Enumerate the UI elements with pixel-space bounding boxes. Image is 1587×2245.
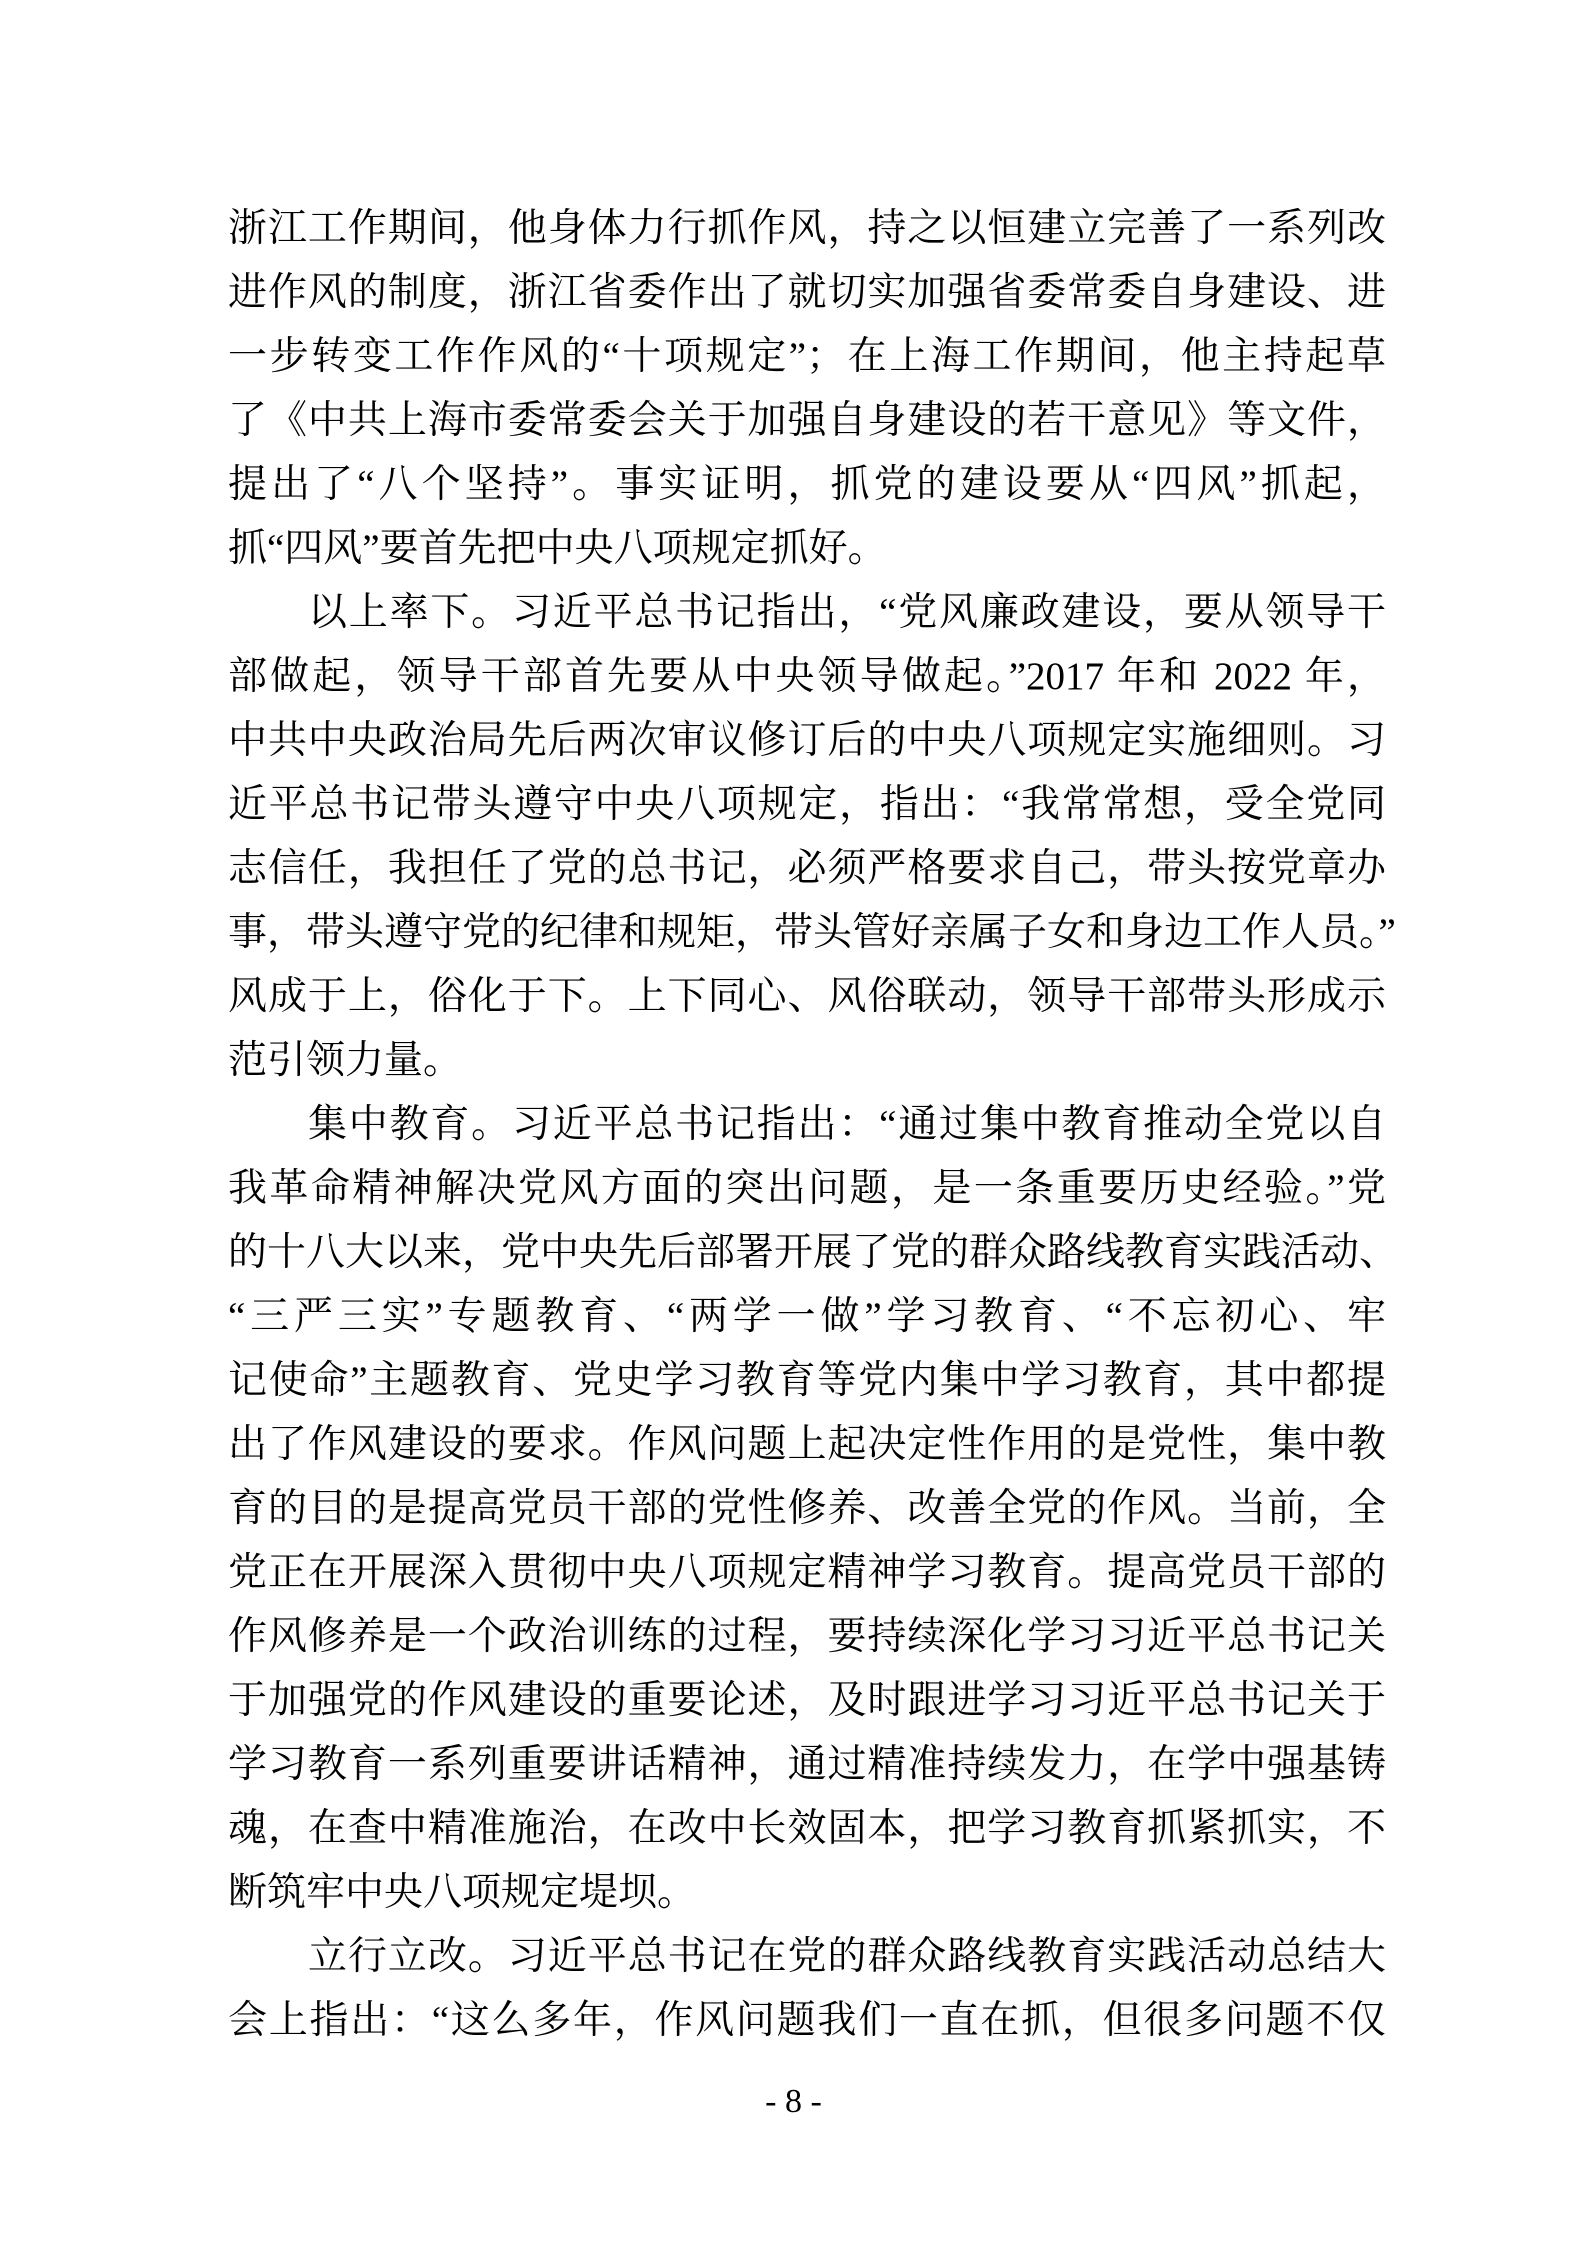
text-line: 立行立改。习近平总书记在党的群众路线教育实践活动总结大 xyxy=(308,1935,1386,1978)
text-line: 我革命精神解决党风方面的突出问题，是一条重要历史经验。”党 xyxy=(228,1167,1386,1210)
text-line: 了《中共上海市委常委会关于加强自身建设的若干意见》等文件， xyxy=(228,399,1386,442)
text-line: 出了作风建设的要求。作风问题上起决定性作用的是党性，集中教 xyxy=(228,1423,1386,1466)
text-line: 会上指出：“这么多年，作风问题我们一直在抓，但很多问题不仅 xyxy=(228,1999,1386,2042)
text-line: 魂，在查中精准施治，在改中长效固本，把学习教育抓紧抓实，不 xyxy=(228,1807,1386,1850)
text-line: 育的目的是提高党员干部的党性修养、改善全党的作风。当前，全 xyxy=(228,1487,1386,1530)
text-line: 党正在开展深入贯彻中央八项规定精神学习教育。提高党员干部的 xyxy=(228,1551,1386,1594)
text-line: 记使命”主题教育、党史学习教育等党内集中学习教育，其中都提 xyxy=(228,1359,1386,1402)
text-line: 浙江工作期间，他身体力行抓作风，持之以恒建立完善了一系列改 xyxy=(228,207,1386,250)
text-line: 学习教育一系列重要讲话精神，通过精准持续发力，在学中强基铸 xyxy=(228,1743,1386,1786)
text-line: 风成于上，俗化于下。上下同心、风俗联动，领导干部带头形成示 xyxy=(228,975,1386,1018)
text-line: 志信任，我担任了党的总书记，必须严格要求自己，带头按党章办 xyxy=(228,847,1386,890)
text-line: “三严三实”专题教育、“两学一做”学习教育、“不忘初心、牢 xyxy=(228,1295,1386,1338)
text-line: 以上率下。习近平总书记指出，“党风廉政建设，要从领导干 xyxy=(308,591,1386,634)
page-number: - 8 - xyxy=(765,2083,822,2120)
text-line: 抓“四风”要首先把中央八项规定抓好。 xyxy=(228,527,887,570)
text-line: 事，带头遵守党的纪律和规矩，带头管好亲属子女和身边工作人员。” xyxy=(228,911,1396,954)
text-line: 部做起，领导干部首先要从中央领导做起。”2017 年和 2022 年， xyxy=(228,655,1386,698)
text-line: 范引领力量。 xyxy=(228,1039,463,1082)
text-line: 的十八大以来，党中央先后部署开展了党的群众路线教育实践活动、 xyxy=(228,1231,1399,1274)
body-text xyxy=(228,197,1399,2053)
text-line: 作风修养是一个政治训练的过程，要持续深化学习习近平总书记关 xyxy=(228,1615,1386,1658)
text-line: 一步转变工作作风的“十项规定”；在上海工作期间，他主持起草 xyxy=(228,335,1386,378)
text-line: 进作风的制度，浙江省委作出了就切实加强省委常委自身建设、进 xyxy=(228,271,1386,314)
text-line: 于加强党的作风建设的重要论述，及时跟进学习习近平总书记关于 xyxy=(228,1679,1386,1722)
text-line: 中共中央政治局先后两次审议修订后的中央八项规定实施细则。习 xyxy=(228,719,1386,762)
text-line: 近平总书记带头遵守中央八项规定，指出：“我常常想，受全党同 xyxy=(228,783,1386,826)
text-line: 提出了“八个坚持”。事实证明，抓党的建设要从“四风”抓起， xyxy=(228,463,1386,506)
text-line: 断筑牢中央八项规定堤坝。 xyxy=(228,1871,697,1914)
text-line: 集中教育。习近平总书记指出：“通过集中教育推动全党以自 xyxy=(308,1103,1386,1146)
